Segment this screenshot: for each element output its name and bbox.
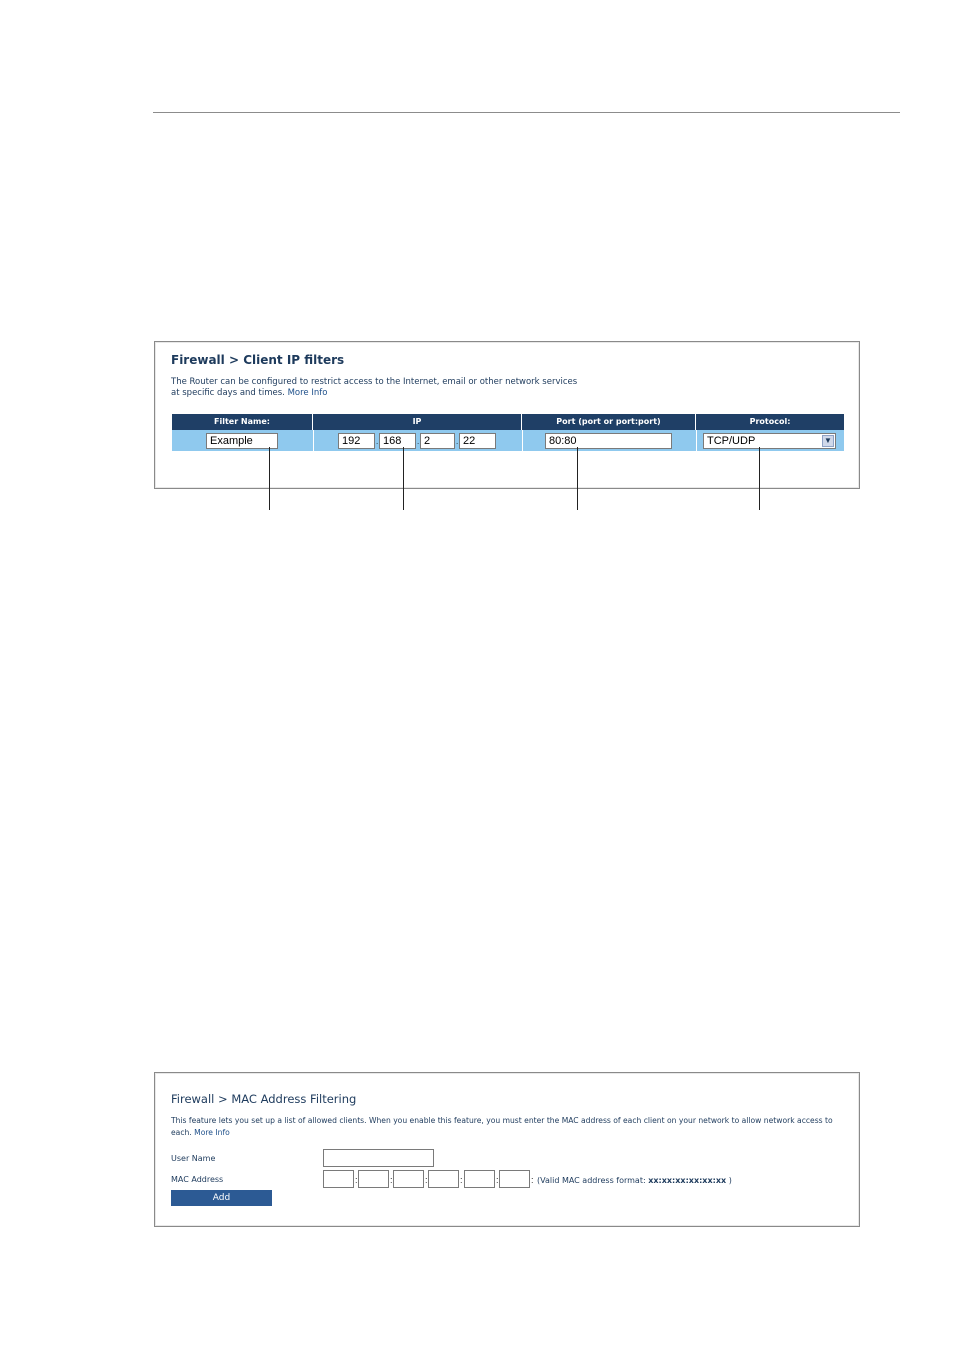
callout-line-port (577, 447, 578, 510)
protocol-select[interactable] (703, 433, 836, 449)
ip-separator: . (417, 437, 420, 446)
filter-name-input[interactable]: Example (206, 433, 278, 449)
description-line-1: This feature lets you set up a list of allowed clients. When you enable this feature, you must enter the MAC address of each client on your network to allow network access to (171, 1116, 833, 1125)
chevron-down-icon[interactable]: ▼ (822, 435, 834, 447)
page-title: Firewall > Client IP filters (171, 353, 345, 367)
ip-octet-4-input[interactable]: 22 (459, 433, 496, 449)
column-header-port: Port (port or port:port) (522, 414, 696, 430)
page-title: Firewall > MAC Address Filtering (171, 1092, 357, 1106)
mac-separator: : (460, 1175, 463, 1185)
user-name-label: User Name (171, 1154, 216, 1163)
description (171, 377, 831, 399)
mac-octet-1-input[interactable] (323, 1170, 354, 1188)
description-line-2: each. (171, 1128, 192, 1137)
callout-line-filter-name (269, 447, 270, 510)
mac-separator: : (496, 1175, 499, 1185)
column-separator (313, 430, 314, 451)
mac-format-hint (537, 1176, 732, 1185)
mac-octet-2-input[interactable] (358, 1170, 389, 1188)
mac-format-prefix: (Valid MAC address format: (537, 1176, 646, 1185)
mac-separator: : (390, 1175, 393, 1185)
filter-table-header (172, 414, 844, 430)
mac-octet-4-input[interactable] (428, 1170, 459, 1188)
mac-format-example: xx:xx:xx:xx:xx:xx (648, 1176, 727, 1185)
mac-octet-5-input[interactable] (464, 1170, 495, 1188)
mac-address-label: MAC Address (171, 1175, 224, 1184)
column-separator (522, 430, 523, 451)
column-header-ip: IP (313, 414, 522, 430)
protocol-selected-value: TCP/UDP (707, 435, 756, 447)
callout-line-protocol (759, 447, 760, 510)
mac-separator: : (355, 1175, 358, 1185)
mac-filtering-panel (154, 1072, 860, 1227)
client-ip-filters-panel (154, 341, 860, 489)
more-info-link[interactable]: More Info (194, 1128, 230, 1137)
ip-octet-1-input[interactable]: 192 (338, 433, 375, 449)
ip-separator: . (456, 437, 459, 446)
column-separator (696, 430, 697, 451)
ip-octet-2-input[interactable]: 168 (379, 433, 416, 449)
callout-line-ip (403, 447, 404, 510)
mac-octet-6-input[interactable] (499, 1170, 530, 1188)
more-info-link[interactable]: More Info (287, 388, 328, 398)
mac-separator: : (425, 1175, 428, 1185)
column-header-protocol: Protocol: (749, 417, 791, 426)
filter-table-row (172, 430, 844, 451)
ip-separator: . (376, 437, 379, 446)
user-name-input[interactable] (323, 1149, 434, 1167)
description-line-2: at specific days and times. (171, 388, 285, 398)
description-line-1: The Router can be configured to restrict access to the Internet, email or other network services (171, 377, 578, 387)
add-button[interactable]: Add (171, 1190, 272, 1206)
mac-separator: : (531, 1175, 534, 1185)
column-header-filter-name: Filter Name: (172, 414, 313, 430)
mac-octet-3-input[interactable] (393, 1170, 424, 1188)
port-input[interactable]: 80:80 (545, 433, 672, 449)
ip-octet-3-input[interactable]: 2 (420, 433, 455, 449)
top-divider (153, 112, 900, 113)
mac-format-suffix: ) (728, 1176, 732, 1185)
description (171, 1115, 851, 1139)
